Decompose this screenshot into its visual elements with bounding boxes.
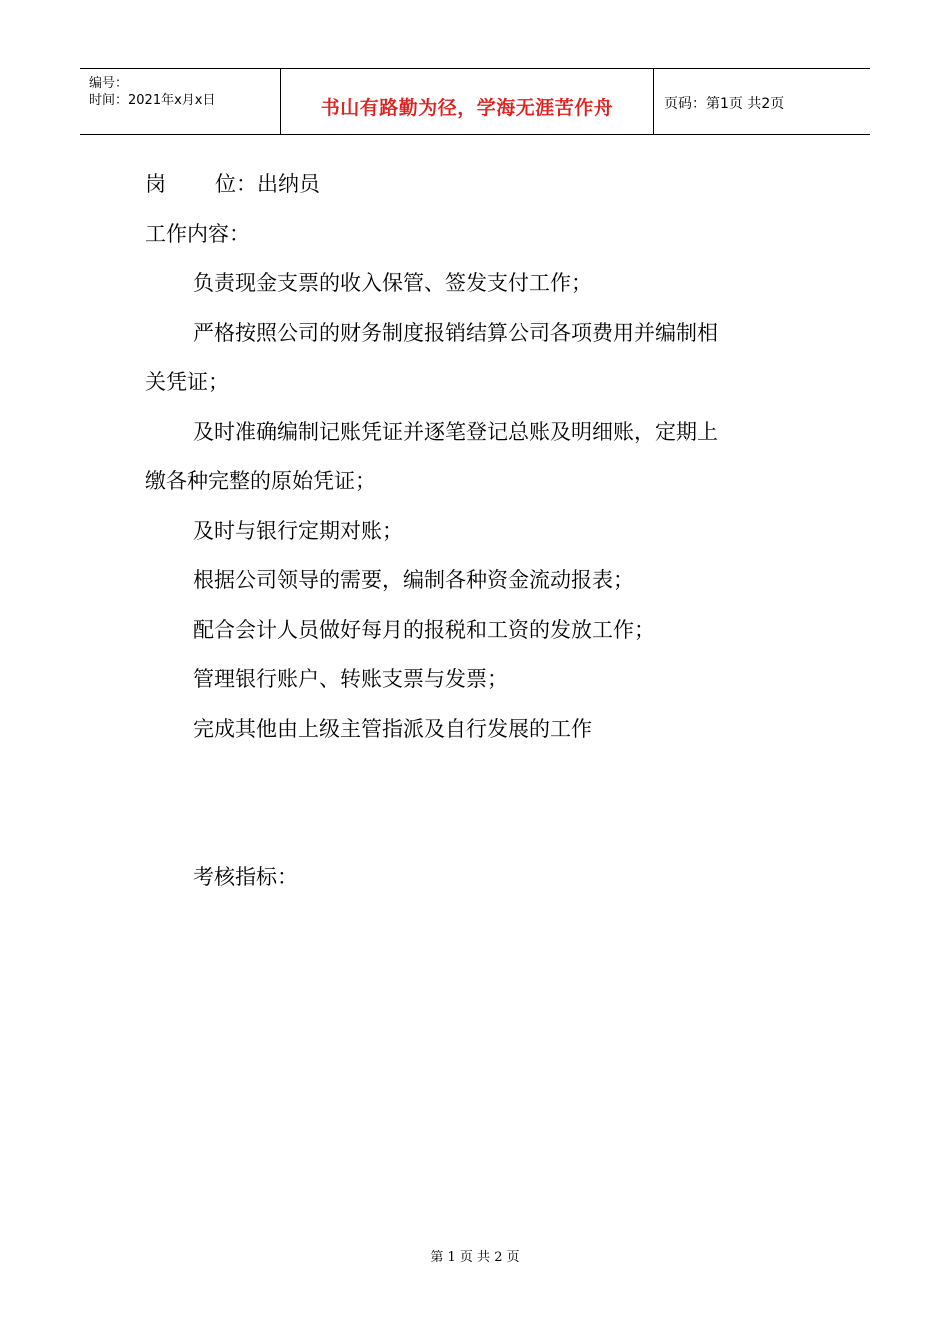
duty-item: 负责现金支票的收入保管、签发支付工作； (193, 271, 592, 295)
duty-item: 完成其他由上级主管指派及自行发展的工作 (193, 716, 592, 741)
page-header (80, 68, 870, 135)
duty-item: 及时与银行定期对账； (193, 518, 403, 543)
duty-item: 管理银行账户、转账支票与发票； (193, 667, 508, 691)
duty-item: 配合会计人员做好每月的报税和工资的发放工作； (193, 617, 655, 642)
duty-item: 严格按照公司的财务制度报销结算公司各项费用并编制相 (193, 320, 718, 345)
work-content-heading: 工作内容： (145, 221, 250, 246)
duty-item-continuation: 关凭证； (145, 370, 229, 394)
header-meta (80, 69, 281, 135)
position-label-part-1: 岗 (145, 172, 166, 196)
assessment-heading: 考核指标： (193, 865, 298, 889)
header-page-info: 页码：第1页 共2页 (664, 96, 785, 112)
duty-item-continuation: 缴各种完整的原始凭证； (145, 469, 376, 493)
page-footer: 第 1 页 共 2 页 (430, 1250, 520, 1265)
document-number-label: 编号： (89, 76, 129, 91)
position-line (145, 160, 815, 210)
document-time-label: 时间：2021年x月x日 (89, 93, 216, 108)
position-label-part-2: 位：出纳员 (215, 172, 320, 196)
duty-item: 及时准确编制记账凭证并逐笔登记总账及明细账，定期上 (193, 419, 718, 444)
header-motto: 书山有路勤为径，学海无涯苦作舟 (281, 69, 654, 135)
document-body (145, 160, 815, 903)
duty-item: 根据公司领导的需要，编制各种资金流动报表； (193, 568, 634, 592)
